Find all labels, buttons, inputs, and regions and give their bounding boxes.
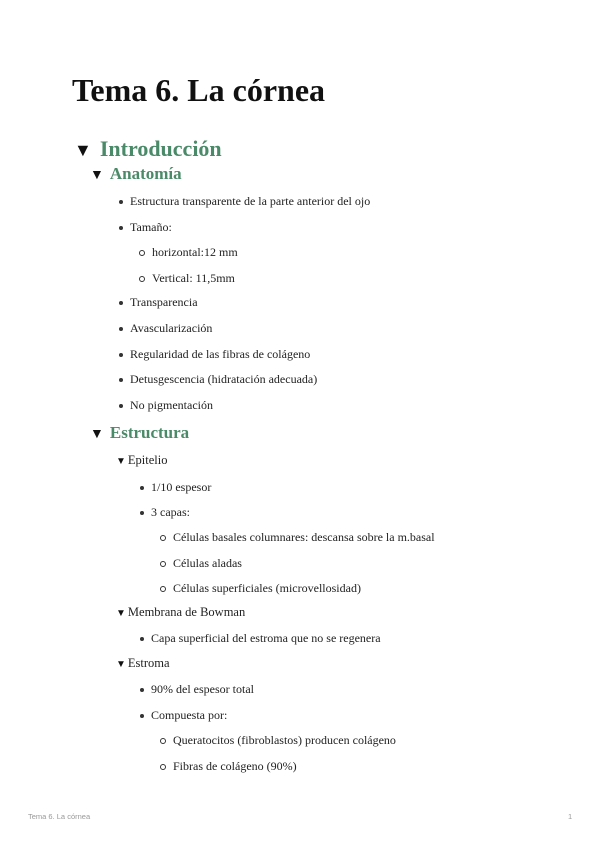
list-item: Avascularización bbox=[130, 321, 213, 335]
list-item: Vertical: 11,5mm bbox=[152, 271, 235, 285]
sub-bullet-icon bbox=[160, 586, 166, 592]
bullet-icon bbox=[119, 200, 123, 204]
list-item: Células aladas bbox=[173, 556, 242, 570]
page-title: Tema 6. La córnea bbox=[72, 72, 326, 108]
sub-bullet-icon bbox=[160, 561, 166, 567]
collapse-triangle-icon[interactable]: ▼ bbox=[90, 168, 104, 183]
sub-bullet-icon bbox=[160, 535, 166, 541]
collapse-triangle-icon[interactable]: ▼ bbox=[116, 659, 126, 670]
collapse-triangle-icon[interactable]: ▼ bbox=[116, 608, 126, 619]
footer-title: Tema 6. La córnea bbox=[28, 812, 91, 821]
bullet-icon bbox=[140, 714, 144, 718]
list-item: 1/10 espesor bbox=[151, 480, 212, 494]
bullet-icon bbox=[119, 378, 123, 382]
bullet-icon bbox=[119, 353, 123, 357]
sub-bullet-icon bbox=[139, 250, 145, 256]
collapse-triangle-icon[interactable]: ▼ bbox=[74, 140, 92, 160]
list-item: Queratocitos (fibroblastos) producen colágeno bbox=[173, 733, 396, 747]
subsection-estroma[interactable] bbox=[116, 656, 170, 671]
section-introduccion[interactable] bbox=[74, 136, 222, 162]
subsection-epitelio[interactable] bbox=[116, 453, 167, 468]
footer-page-number: 1 bbox=[568, 812, 573, 821]
bullet-icon bbox=[119, 327, 123, 331]
section-anatomia[interactable] bbox=[90, 164, 182, 184]
bullet-icon bbox=[140, 486, 144, 490]
list-item: Estructura transparente de la parte anterior del ojo bbox=[130, 194, 371, 208]
list-item: 3 capas: bbox=[151, 505, 190, 519]
list-item: Transparencia bbox=[130, 295, 198, 309]
list-item: 90% del espesor total bbox=[151, 682, 254, 696]
section-introduccion-label: Introducción bbox=[99, 136, 222, 161]
list-item: Compuesta por: bbox=[151, 708, 228, 722]
list-item: Células superficiales (microvellosidad) bbox=[173, 581, 361, 595]
bullet-icon bbox=[140, 511, 144, 515]
subsection-estroma-label: Estroma bbox=[127, 656, 170, 670]
list-item: Células basales columnares: descansa sobre la m.basal bbox=[173, 530, 435, 544]
list-item: horizontal:12 mm bbox=[152, 245, 238, 259]
bullet-icon bbox=[119, 404, 123, 408]
section-anatomia-label: Anatomía bbox=[109, 164, 182, 183]
section-estructura[interactable] bbox=[90, 423, 189, 443]
collapse-triangle-icon[interactable]: ▼ bbox=[116, 456, 126, 467]
list-item: Fibras de colágeno (90%) bbox=[173, 759, 297, 773]
bullet-icon bbox=[119, 301, 123, 305]
sub-bullet-icon bbox=[160, 738, 166, 744]
collapse-triangle-icon[interactable]: ▼ bbox=[90, 427, 104, 442]
subsection-bowman[interactable] bbox=[116, 605, 245, 620]
list-item: Regularidad de las fibras de colágeno bbox=[130, 347, 311, 361]
subsection-epitelio-label: Epitelio bbox=[127, 453, 168, 467]
bullet-icon bbox=[119, 226, 123, 230]
sub-bullet-icon bbox=[139, 276, 145, 282]
subsection-bowman-label: Membrana de Bowman bbox=[127, 605, 246, 619]
list-item: Capa superficial del estroma que no se regenera bbox=[151, 631, 381, 645]
list-item: Detusgescencia (hidratación adecuada) bbox=[130, 372, 318, 386]
list-item: Tamaño: bbox=[130, 220, 172, 234]
sub-bullet-icon bbox=[160, 764, 166, 770]
section-estructura-label: Estructura bbox=[109, 423, 190, 442]
list-item: No pigmentación bbox=[130, 398, 213, 412]
bullet-icon bbox=[140, 688, 144, 692]
bullet-icon bbox=[140, 637, 144, 641]
